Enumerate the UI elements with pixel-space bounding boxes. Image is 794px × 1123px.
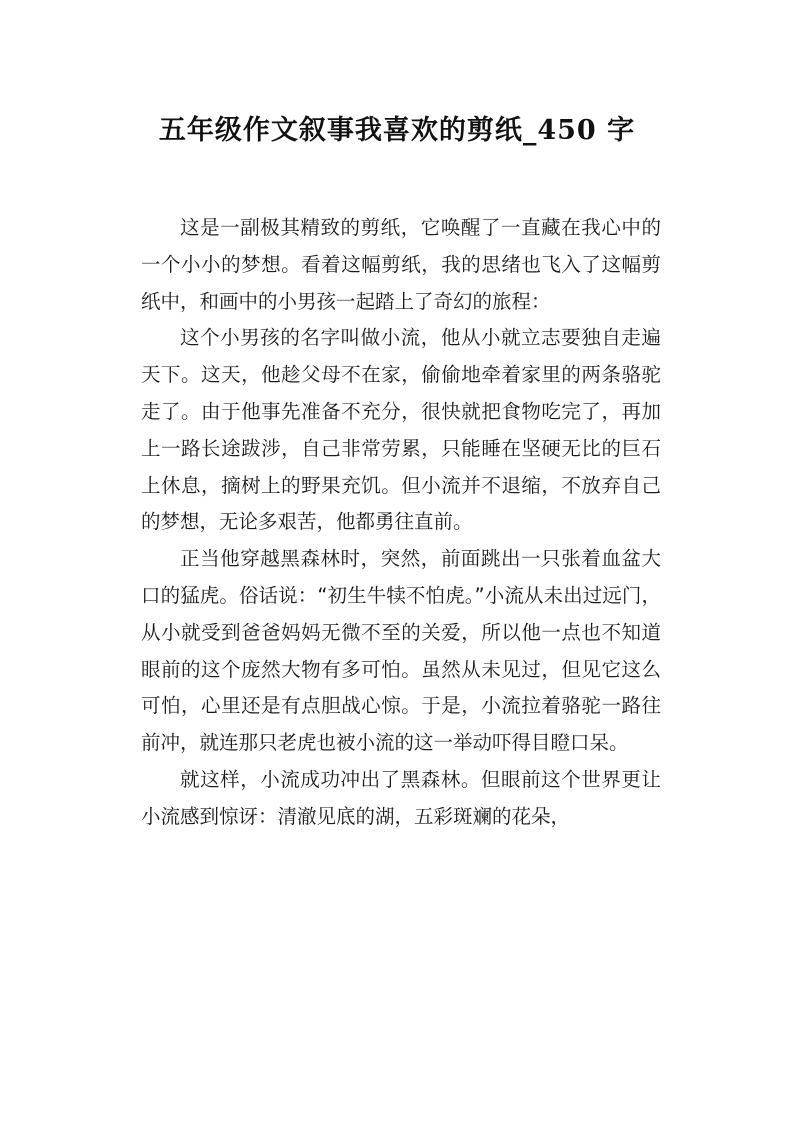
paragraph-4: 就这样，小流成功冲出了黑森林。但眼前这个世界更让小流感到惊讶：清澈见底的湖，五彩斑斓的花朵， <box>141 767 661 828</box>
paragraph-1: 这是一副极其精致的剪纸，它唤醒了一直藏在我心中的一个小小的梦想。看着这幅剪纸，我的思绪也飞入了这幅剪纸中，和画中的小男孩一起踏上了奇幻的旅程： <box>141 216 661 313</box>
paragraph-2: 这个小男孩的名字叫做小流，他从小就立志要独自走遍天下。这天，他趁父母不在家，偷偷地牵着家里的两条骆驼走了。由于他事先准备不充分，很快就把食物吃完了，再加上一路长途跋涉，自己非常劳累，只能睡在坚硬无比的巨石上休息，摘树上的野果充饥。但小流并不退缩，不放弃自己的梦想，无论多艰苦，他都勇往直前。 <box>141 326 661 534</box>
document-title: 五年级作文叙事我喜欢的剪纸_450 字 <box>158 115 636 146</box>
paragraph-3: 正当他穿越黑森林时，突然，前面跳出一只张着血盆大口的猛虎。俗话说：“初生牛犊不怕虎。”小流从未出过远门，从小就受到爸爸妈妈无微不至的关爱，所以他一点也不知道眼前的这个庞然大物有多可怕。虽然从未见过，但见它这么可怕，心里还是有点胆战心惊。于是，小流拉着骆驼一路往前冲，就连那只老虎也被小流的这一举动吓得目瞪口呆。 <box>141 547 661 755</box>
document-body <box>141 210 661 836</box>
